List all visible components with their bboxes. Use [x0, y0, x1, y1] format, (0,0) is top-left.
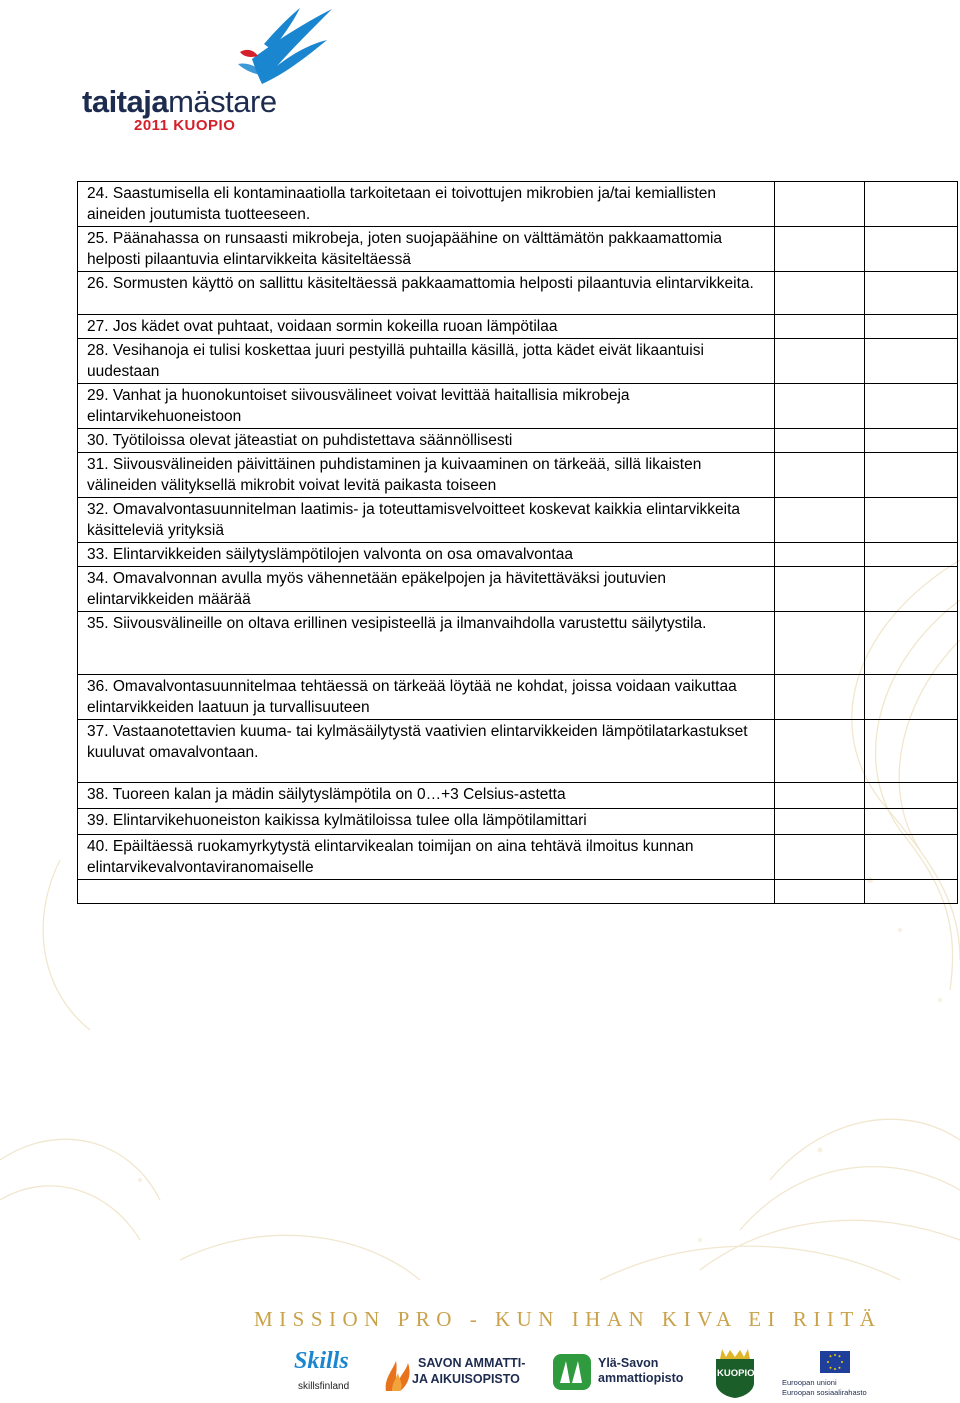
question-text: 30. Työtiloissa olevat jäteastiat on puhdistettava säännöllisesti — [87, 432, 513, 449]
question-text: 27. Jos kädet ovat puhtaat, voidaan sormin kokeilla ruoan lämpötilaa — [87, 318, 558, 335]
skills-finland-logo — [292, 1345, 362, 1401]
table-row — [78, 453, 958, 498]
answer-cell-false[interactable] — [865, 567, 958, 612]
question-text — [78, 880, 774, 882]
answer-cell-true[interactable] — [775, 227, 865, 272]
answer-cell-true[interactable] — [775, 182, 865, 227]
answer-cell-true[interactable] — [775, 783, 865, 809]
table-row — [78, 809, 958, 835]
answer-cell-true[interactable] — [775, 612, 865, 675]
question-cell — [78, 339, 775, 384]
table-row — [78, 543, 958, 567]
question-text: 32. Omavalvontasuunnitelman laatimis- ja toteuttamisvelvoitteet koskevat kaikkia elintarvikkeita käsitteleviä yrityksiä — [87, 501, 741, 539]
flame-icon — [382, 1351, 412, 1393]
answer-cell-true[interactable] — [775, 429, 865, 453]
answer-cell-false[interactable] — [865, 429, 958, 453]
question-text: 34. Omavalvonnan avulla myös vähennetään epäkelpojen ja hävitettäväksi joutuvien elintarvikkeiden määrää — [87, 570, 667, 608]
question-text: 37. Vastaanotettavien kuuma- tai kylmäsäilytystä vaativien elintarvikkeiden lämpötilatarkastukset kuuluvat omavalvontaan. — [87, 723, 748, 761]
question-cell — [78, 272, 775, 315]
question-table — [77, 181, 958, 904]
question-text: 29. Vanhat ja huonokuntoiset siivousvälineet voivat levittää haitallisia mikrobeja elintarvikehuoneistoon — [87, 387, 630, 425]
answer-cell-false[interactable] — [865, 612, 958, 675]
answer-cell-false[interactable] — [865, 339, 958, 384]
yla-line-2: ammattiopisto — [598, 1371, 684, 1385]
eu-flag-icon — [820, 1351, 850, 1373]
eu-line-2: Euroopan sosiaalirahasto — [782, 1388, 867, 1397]
answer-cell-true[interactable] — [775, 453, 865, 498]
kuopio-logo — [712, 1345, 762, 1401]
question-text: 25. Päänahassa on runsaasti mikrobeja, joten suojapäähine on välttämätön pakkaamattomia helposti pilaantuvia elintarvikkeita käsiteltäessä — [87, 230, 723, 268]
answer-cell-false[interactable] — [865, 227, 958, 272]
question-text: 33. Elintarvikkeiden säilytyslämpötilojen valvonta on osa omavalvontaa — [87, 546, 573, 563]
question-text: 40. Epäiltäessä ruokamyrkytystä elintarvikealan toimijan on aina tehtävä ilmoitus kunnan elintarvikevalvontaviranomaiselle — [87, 838, 694, 876]
table-row — [78, 498, 958, 543]
answer-cell-true[interactable] — [775, 720, 865, 783]
answer-cell-false[interactable] — [865, 783, 958, 809]
question-cell — [78, 675, 775, 720]
table-row — [78, 315, 958, 339]
question-cell — [78, 315, 775, 339]
question-cell — [78, 498, 775, 543]
kuopio-label: KUOPIO — [717, 1368, 755, 1379]
question-cell — [78, 453, 775, 498]
answer-cell-true[interactable] — [775, 835, 865, 880]
answer-cell-true[interactable] — [775, 272, 865, 315]
mission-slogan: MISSION PRO - KUN IHAN KIVA EI RIITÄ — [254, 1307, 882, 1331]
answer-cell-false[interactable] — [865, 182, 958, 227]
skills-logo-main: Skills — [294, 1348, 349, 1374]
logo-word-b: mästare — [168, 84, 277, 119]
question-cell — [78, 612, 775, 675]
answer-cell-false[interactable] — [865, 835, 958, 880]
answer-cell-false[interactable] — [865, 809, 958, 835]
answer-cell-true[interactable] — [775, 498, 865, 543]
answer-cell-false[interactable] — [865, 675, 958, 720]
question-cell — [78, 783, 775, 809]
answer-cell-true[interactable] — [775, 880, 865, 904]
question-text: 36. Omavalvontasuunnitelmaa tehtäessä on tärkeää löytää ne kohdat, joissa voidaan vaikuttaa elintarvikkeiden laatuun ja turvallisuuteen — [87, 678, 737, 716]
question-text: 24. Saastumisella eli kontaminaatiolla tarkoitetaan ei toivottujen mikrobien ja/tai kemiallisten aineiden joutumista tuotteeseen. — [87, 185, 716, 223]
eu-logo — [782, 1345, 872, 1401]
savon-line-2: JA AIKUISOPISTO — [412, 1372, 520, 1386]
answer-cell-true[interactable] — [775, 675, 865, 720]
table-row — [78, 880, 958, 904]
table-row — [78, 675, 958, 720]
answer-cell-false[interactable] — [865, 453, 958, 498]
answer-cell-true[interactable] — [775, 339, 865, 384]
question-cell — [78, 384, 775, 429]
savon-ammattiopisto-logo — [382, 1345, 532, 1401]
yla-savon-ammattiopisto-logo — [552, 1345, 692, 1401]
partner-logos — [292, 1345, 960, 1403]
table-row — [78, 384, 958, 429]
answer-cell-true[interactable] — [775, 809, 865, 835]
question-cell — [78, 880, 775, 904]
savon-line-1: SAVON AMMATTI- — [418, 1356, 526, 1370]
table-row — [78, 612, 958, 675]
answer-cell-false[interactable] — [865, 498, 958, 543]
question-cell — [78, 429, 775, 453]
question-cell — [78, 567, 775, 612]
eu-line-1: Euroopan unioni — [782, 1378, 837, 1387]
question-cell — [78, 720, 775, 783]
question-text: 31. Siivousvälineiden päivittäinen puhdistaminen ja kuivaaminen on tärkeää, sillä likaisten välineiden välityksellä mikrobit voivat levitä paikasta toiseen — [87, 456, 702, 494]
answer-cell-true[interactable] — [775, 384, 865, 429]
question-text: 38. Tuoreen kalan ja mädin säilytyslämpötila on 0…+3 Celsius-astetta — [87, 786, 566, 803]
table-row — [78, 182, 958, 227]
answer-cell-true[interactable] — [775, 315, 865, 339]
table-row — [78, 720, 958, 783]
answer-cell-true[interactable] — [775, 543, 865, 567]
question-text: 26. Sormusten käyttö on sallittu käsiteltäessä pakkaamattomia helposti pilaantuvia elintarvikkeita. — [87, 275, 754, 292]
question-cell — [78, 182, 775, 227]
logo-subtitle: 2011 KUOPIO — [134, 117, 236, 134]
question-text: 28. Vesihanoja ei tulisi koskettaa juuri pestyillä puhtailla käsillä, jotta kädet eivät likaantuisi uudestaan — [87, 342, 704, 380]
answer-cell-true[interactable] — [775, 567, 865, 612]
question-cell — [78, 543, 775, 567]
question-cell — [78, 835, 775, 880]
table-row — [78, 783, 958, 809]
question-cell — [78, 227, 775, 272]
answer-cell-false[interactable] — [865, 543, 958, 567]
logo-wordmark — [82, 86, 277, 117]
answer-cell-false[interactable] — [865, 880, 958, 904]
table-row — [78, 567, 958, 612]
answer-cell-false[interactable] — [865, 384, 958, 429]
leaf-emblem-icon — [552, 1353, 592, 1391]
skills-logo-sub: skillsfinland — [298, 1381, 350, 1392]
table-row — [78, 227, 958, 272]
answer-cell-false[interactable] — [865, 272, 958, 315]
question-text: 39. Elintarvikehuoneiston kaikissa kylmätiloissa tulee olla lämpötilamittari — [87, 812, 587, 829]
table-row — [78, 429, 958, 453]
table-row — [78, 339, 958, 384]
logo-word-a: taitaja — [82, 84, 169, 119]
question-text: 35. Siivousvälineille on oltava erillinen vesipisteellä ja ilmanvaihdolla varustettu säilytystila. — [87, 615, 707, 632]
question-cell — [78, 809, 775, 835]
answer-cell-false[interactable] — [865, 315, 958, 339]
yla-line-1: Ylä-Savon — [598, 1356, 659, 1370]
answer-cell-false[interactable] — [865, 720, 958, 783]
table-row — [78, 835, 958, 880]
table-row — [78, 272, 958, 315]
taitajamastare-logo — [82, 4, 342, 134]
